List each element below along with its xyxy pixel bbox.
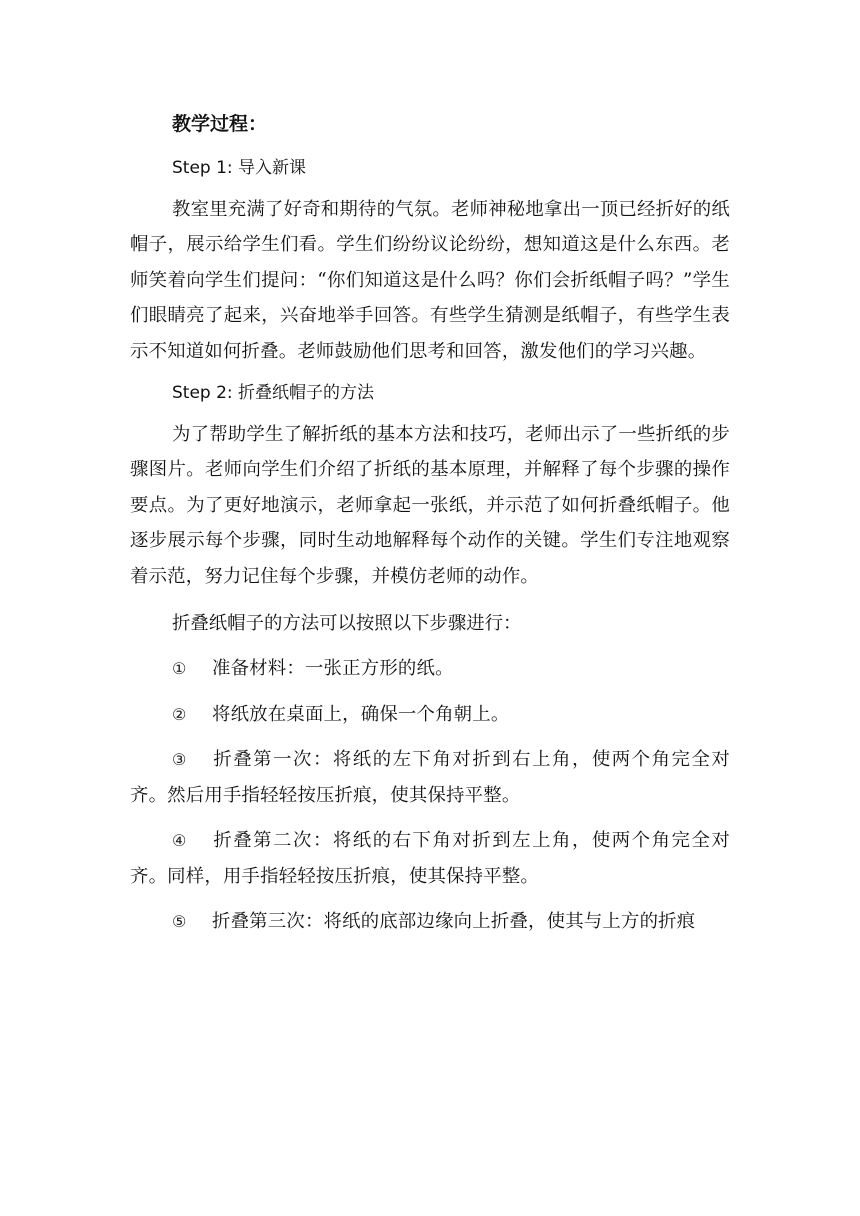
list-marker: ④ xyxy=(172,831,187,851)
list-item-text: 折叠第一次：将纸的左下角对折到右上角，使两个角完全对齐。然后用手指轻轻按压折痕，使其保持平整。 xyxy=(130,749,730,806)
list-marker: ② xyxy=(172,704,187,724)
step-2-title: Step 2: 折叠纸帽子的方法 xyxy=(172,383,375,404)
document-page xyxy=(130,112,730,949)
list-item-text: 折叠第二次：将纸的右下角对折到左上角，使两个角完全对齐。同样，用手指轻轻按压折痕，使其保持平整。 xyxy=(130,830,730,887)
list-item xyxy=(130,904,730,939)
list-item xyxy=(130,697,730,732)
list-marker: ③ xyxy=(172,750,187,770)
step-1-paragraph: 教室里充满了好奇和期待的气氛。老师神秘地拿出一顶已经折好的纸帽子，展示给学生们看。学生们纷纷议论纷纷，想知道这是什么东西。老师笑着向学生们提问：“你们知道这是什么吗？你们会折纸帽子吗？”学生们眼睛亮了起来，兴奋地举手回答。有些学生猜测是纸帽子，有些学生表示不知道如何折叠。老师鼓励他们思考和回答，激发他们的学习兴趣。 xyxy=(130,199,730,362)
folding-steps-list xyxy=(130,651,730,939)
list-intro: 折叠纸帽子的方法可以按照以下步骤进行： xyxy=(172,613,522,635)
step-2-paragraph: 为了帮助学生了解折纸的基本方法和技巧，老师出示了一些折纸的步骤图片。老师向学生们介绍了折纸的基本原理，并解释了每个步骤的操作要点。为了更好地演示，老师拿起一张纸，并示范了如何折叠纸帽子。他逐步展示每个步骤，同时生动地解释每个动作的关键。学生们专注地观察着示范，努力记住每个步骤，并模仿老师的动作。 xyxy=(130,424,730,587)
section-heading: 教学过程： xyxy=(172,113,268,135)
list-item-text: 准备材料：一张正方形的纸。 xyxy=(212,658,454,680)
list-item xyxy=(130,651,730,686)
list-item xyxy=(130,823,730,894)
list-marker: ① xyxy=(172,659,187,679)
list-marker: ⑤ xyxy=(172,911,187,931)
list-item-text: 折叠第三次：将纸的底部边缘向上折叠，使其与上方的折痕 xyxy=(212,910,696,932)
list-item xyxy=(130,742,730,813)
list-item-text: 将纸放在桌面上，确保一个角朝上。 xyxy=(212,703,510,725)
step-1-title: Step 1: 导入新课 xyxy=(172,158,307,178)
